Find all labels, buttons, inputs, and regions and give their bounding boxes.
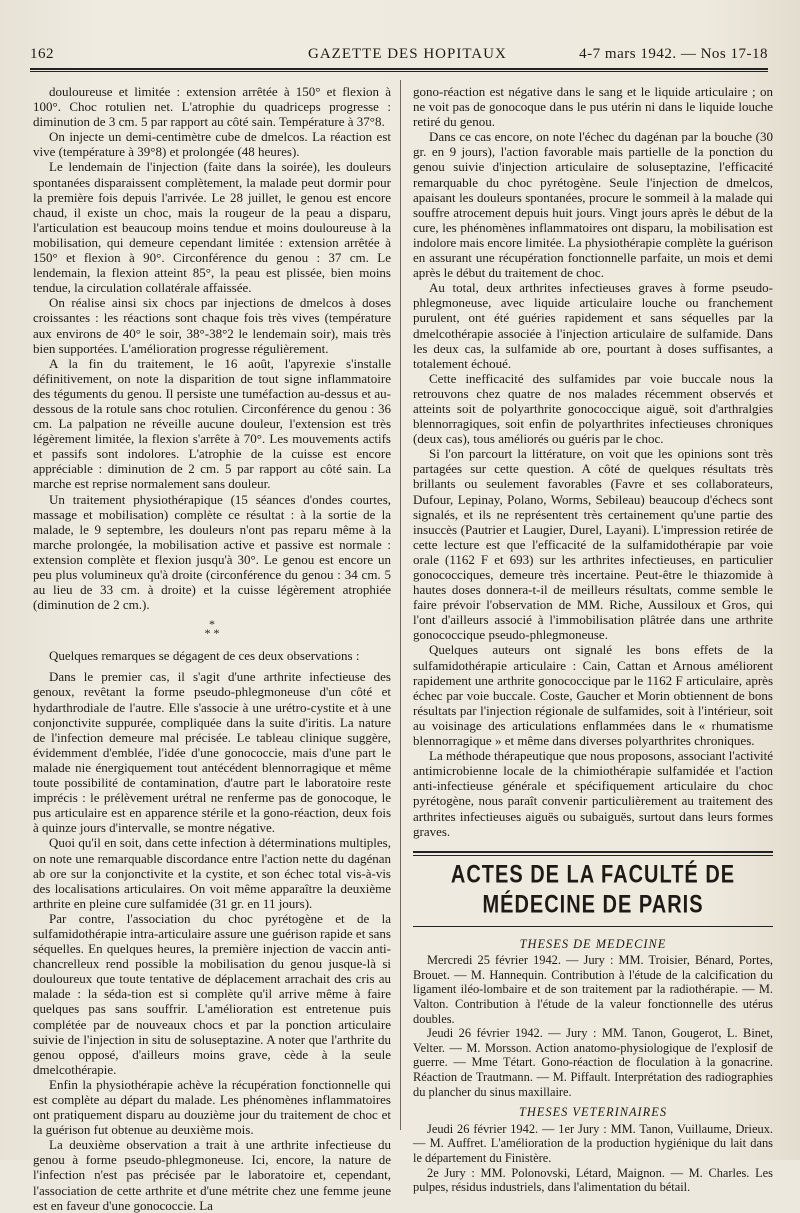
paragraph: Quelques remarques se dégagent de ces deux observations : xyxy=(49,648,360,664)
paragraph: Quelques auteurs ont signalé les bons effets de la sulfamidothérapie articulaire : Cain, Cattan et Arnous améliorent rapidement une arthrite gonococcique par le 1162 F articulaire, après échec par voie buccale. Coste, Gaucher et Morin obtiennent de bons résultats par l'injection régionale de sulfamides, soit à l'intérieur, soit au voisinage des articulations enflammées dans le « rhumatisme blennorragique » et même dans diverses polyarthrites chroniques. xyxy=(413,642,773,749)
subsection-heading: THESES VETERINAIRES xyxy=(518,1105,668,1120)
thesis-entry: Mercredi 25 février 1942. — Jury : MM. Troisier, Bénard, Portes, Brouet. — M. Hannequin. Contribution à l'étude de la calcification du ligament iléo-lombaire et de son traitement par la radiothérapie. — M. Valton. Contribution à l'étude de la valeur fonctionnelle des utérus doubles. xyxy=(413,953,773,1026)
paragraph: Le lendemain de l'injection (faite dans la soirée), les douleurs spontanées disparaissent complètement, la malade peut dormir pour la première fois depuis l'arrivée. Le 28 juillet, le genou est encore chaud, il existe un choc, mais la rougeur de la peau a disparu, l'articulation est beaucoup moins tendue et moins douloureuse à la mobilisation, qui demeure cependant limitée : extension arrêtée à 150° et flexion à 90°. Circonférence du genou : 37 cm. Le lendemain, la flexion atteint 85°, la peau est plissée, bien moins tendue, la circulation collatérale affaissée. xyxy=(33,159,391,296)
paragraph: Par contre, l'association du choc pyrétogène et de la sulfamidothérapie intra-articulaire assure une guérison rapide et sans séquelles. En quelques heures, la première injection de vaccin anti-chancrelleux rend possible la mobilisation du genou jusque-là si douloureux que toute tentative de déplacement arrachait des cris au malade : la séda-tion est si complète qu'il arrive même à faire quelques pas sans souffrir. L'amélioration est entretenue puis complétée par de nouveaux chocs et par la ponction articulaire suivie de l'injection in situ de soluseptazine. A noter que l'arthrite du genou opposé, d'ailleurs moins grave, cède à la seule dmelcothérapie. xyxy=(33,910,391,1077)
theses-section xyxy=(413,937,773,1195)
subsection-heading: THESES DE MEDECINE xyxy=(519,936,667,951)
right-column xyxy=(413,84,773,1195)
paragraph: Dans ce cas encore, on note l'échec du dagénan par la bouche (30 gr. en 9 jours), l'action favorable mais partielle de la ponction du genou suivie d'injection articulaire de soluseptazine, l'efficacité remarquable du choc pyrétogène. Seule l'injection de dmelcos, apaisant les douleurs spontanées, procure le sommeil à la malade qui souffre atrocement depuis huit jours. Vingt jours après le début de la cure, les phénomènes inflammatoires ont disparu, la mobilisation est indolore mais encore limitée. La physiothérapie complète la guérison en assurant une récupération fonctionnelle parfaite, un mois et demi après le début du traitement de choc. xyxy=(413,129,773,281)
left-column xyxy=(33,84,391,1213)
paragraph: On injecte un demi-centimètre cube de dmelcos. La réaction est vive (température à 39°8) et prolongée (48 heures). xyxy=(33,129,391,160)
issue-date: 4-7 mars 1942. — Nos 17-18 xyxy=(579,46,768,62)
header-rule xyxy=(30,68,768,72)
paragraph: Au total, deux arthrites infectieuses graves à forme pseudo-phlegmoneuse, avec liquide articulaire louche ou franchement purulent, ont été guéries rapidement et sans séquelles par la dmelcothérapie associée à l'injection articulaire de sulfamide. Dans les deux cas, la sulfamide ab ore, pourtant à doses suffisantes, a totalement échoué. xyxy=(413,280,773,371)
paragraph: Si l'on parcourt la littérature, on voit que les opinions sont très partagées sur cette question. A côté de quelques résultats très brillants ou seulement favorables (Favre et ses collaborateurs, Dufour, Lepinay, Polano, Worms, Sebileau) beaucoup d'échecs sont signalés, et ils ne représentent très certainement qu'une partie des insuccès (Pautrier et Laugier, Durel, Layani). L'impression retirée de cette lecture est que l'efficacité de la sulfamidothérapie par voie orale (1162 F et 693) sur les arthrites infectieuses, en particulier gonococciques, demeure très incertaine. Peut-être le thiazomide à hautes doses donnera-t-il de meilleurs résultats, comme semble le faire prévoir l'observation de MM. Riche, Aussiloux et Gros, qui l'ont d'ailleurs associé à l'immobilisation plâtrée dans une arthrite gonococcique pseudo-phlegmoneuse. xyxy=(413,446,773,643)
section-title: ACTES DE LA FACULTÉ DE MÉDECINE DE PARIS xyxy=(450,860,736,919)
section-rule xyxy=(413,926,773,927)
page-number: 162 xyxy=(30,46,54,62)
paragraph: gono-réaction est négative dans le sang et le liquide articulaire ; on ne voit pas de gonocoque dans le pus utérin ni dans le liquide louche retiré du genou. xyxy=(413,84,773,130)
section-separator: * * * xyxy=(204,617,220,641)
paragraph: A la fin du traitement, le 16 août, l'apyrexie s'installe définitivement, on note la disparition de tout signe inflammatoire des téguments du genou. Il persiste une tuméfaction au-dessus et au-dessous de la rotule sans choc rotulien. Circonférence du genou : 36 cm. La palpation ne réveille aucune douleur, l'extension est très légèrement limitée, la flexion s'arrête à 70°. Les mouvements actifs et passifs sont indolores. L'atrophie de la cuisse est encore appréciable : diminution de 2 cm. 5 par rapport au côté sain. La marche est reprise normalement sans douleur. xyxy=(33,355,391,492)
paragraph: On réalise ainsi six chocs par injections de dmelcos à doses croissantes : les réactions sont chaque fois très vives (température aux environs de 40° le soir, 38°-38°2 le lendemain soir), mais très bien supportées. L'amélioration progresse régulièrement. xyxy=(33,295,391,356)
section-rule xyxy=(413,851,773,856)
paragraph: Enfin la physiothérapie achève la récupération fonctionnelle qui est complète au départ du malade. Les phénomènes inflammatoires ont pratiquement disparu au douzième jour du traitement de choc et la guérison fut obtenue au deuxième mois. xyxy=(33,1076,391,1138)
paragraph: Dans le premier cas, il s'agit d'une arthrite infectieuse des genoux, revêtant la forme pseudo-phlegmoneuse d'un côté et hydarthrodiale de l'autre. Elle s'associe à une urétro-cystite et à une conjonctivite suppurée, compliquée dans la suite d'iritis. La nature de l'infection demeure mal précisée. Le tableau clinique suggère, évidemment d'emblée, l'idée d'une gonococcie, mais d'une part le malade nie énergiquement tout antécédent blennorragique et même toute possibilité de contamination, d'autre part le laboratoire reste imprécis : le prélèvement urétral ne renferme pas de gonocoque, le pus articulaire est en apparence stérile et la gono-réaction, deux fois à quinze jours d'intervalle, se montre négative. xyxy=(33,669,391,836)
paragraph: La méthode thérapeutique que nous proposons, associant l'activité antimicrobienne locale de la chimiothérapie sulfamidée et l'action anti-infectieuse générale et spécifiquement articulaire du choc pyrétogène, nous paraît convenir particulièrement au traitement des arthrites infectieuses aiguës ou subaiguës, surtout dans leurs formes graves. xyxy=(413,748,773,839)
thesis-entry: 2e Jury : MM. Polonovski, Létard, Maignon. — M. Charles. Les pulpes, résidus industriels, dans l'alimentation du bétail. xyxy=(413,1165,773,1195)
thesis-entry: Jeudi 26 février 1942. — 1er Jury : MM. Tanon, Vuillaume, Drieux. — M. Auffret. L'amélioration de la production hygiénique du lait dans le département du Finistère. xyxy=(413,1121,773,1165)
paragraph: Un traitement physiothérapique (15 séances d'ondes courtes, massage et mobilisation) complète ce résultat : à la sortie de la malade, le 9 septembre, les douleurs n'ont pas reparu même à la marche prolongée, la mobilisation active et passive est normale : extension complète et flexion jusqu'à 30°. Le genou est encore un peu plus volumineux qu'à droite (circonférence du genou : 34 cm. 5 au lieu de 33 cm. à droite) et la cuisse légèrement atrophiée (diminution de 2 cm.). xyxy=(33,491,391,613)
paragraph: La deuxième observation a trait à une arthrite infectieuse du genou à forme pseudo-phlegmoneuse. Ici, encore, la nature de l'infection n'est pas précisée par le laboratoire et, cependant, l'association de cette arthrite et d'une métrite chez une femme jeune est en faveur d'une gonococcie. La xyxy=(33,1137,391,1213)
paragraph: Cette inefficacité des sulfamides par voie buccale nous la retrouvons chez quatre de nos malades récemment observés et atteints soit de polyarthrite gonococcique aiguë, soit d'arthralgies blennorragiques, soit enfin de polyarthrites infectieuses chroniques (deux cas), tous améliorés ou guéris par le choc. xyxy=(413,370,773,447)
column-divider xyxy=(400,80,401,1130)
paragraph: Quoi qu'il en soit, dans cette infection à déterminations multiples, on note une remarquable discordance entre l'action nette du dagénan ab ore sur la conjonctivite et la cystite, et son échec total vis-à-vis des localisations articulaires. On voit même apparaître la deuxième arthrite en pleine cure sulfamidée (31 gr. en 11 jours). xyxy=(33,835,391,911)
journal-title: GAZETTE DES HOPITAUX xyxy=(308,46,507,62)
page-header xyxy=(30,44,768,68)
paragraph: douloureuse et limitée : extension arrêtée à 150° et flexion à 100°. Choc rotulien net. L'atrophie du quadriceps progresse : diminution de 3 cm. 5 par rapport au côté sain. Température à 37°8. xyxy=(33,84,391,130)
thesis-entry: Jeudi 26 février 1942. — Jury : MM. Tanon, Gougerot, L. Binet, Velter. — M. Morsson. Action anatomo-physiologique de l'explosif de guerre. — Mme Tétart. Gono-réaction de floculation à la gonacrine. Réaction de Trautmann. — M. Piffault. Interprétation des radiographies du plancher du sinus maxillaire. xyxy=(413,1026,773,1099)
